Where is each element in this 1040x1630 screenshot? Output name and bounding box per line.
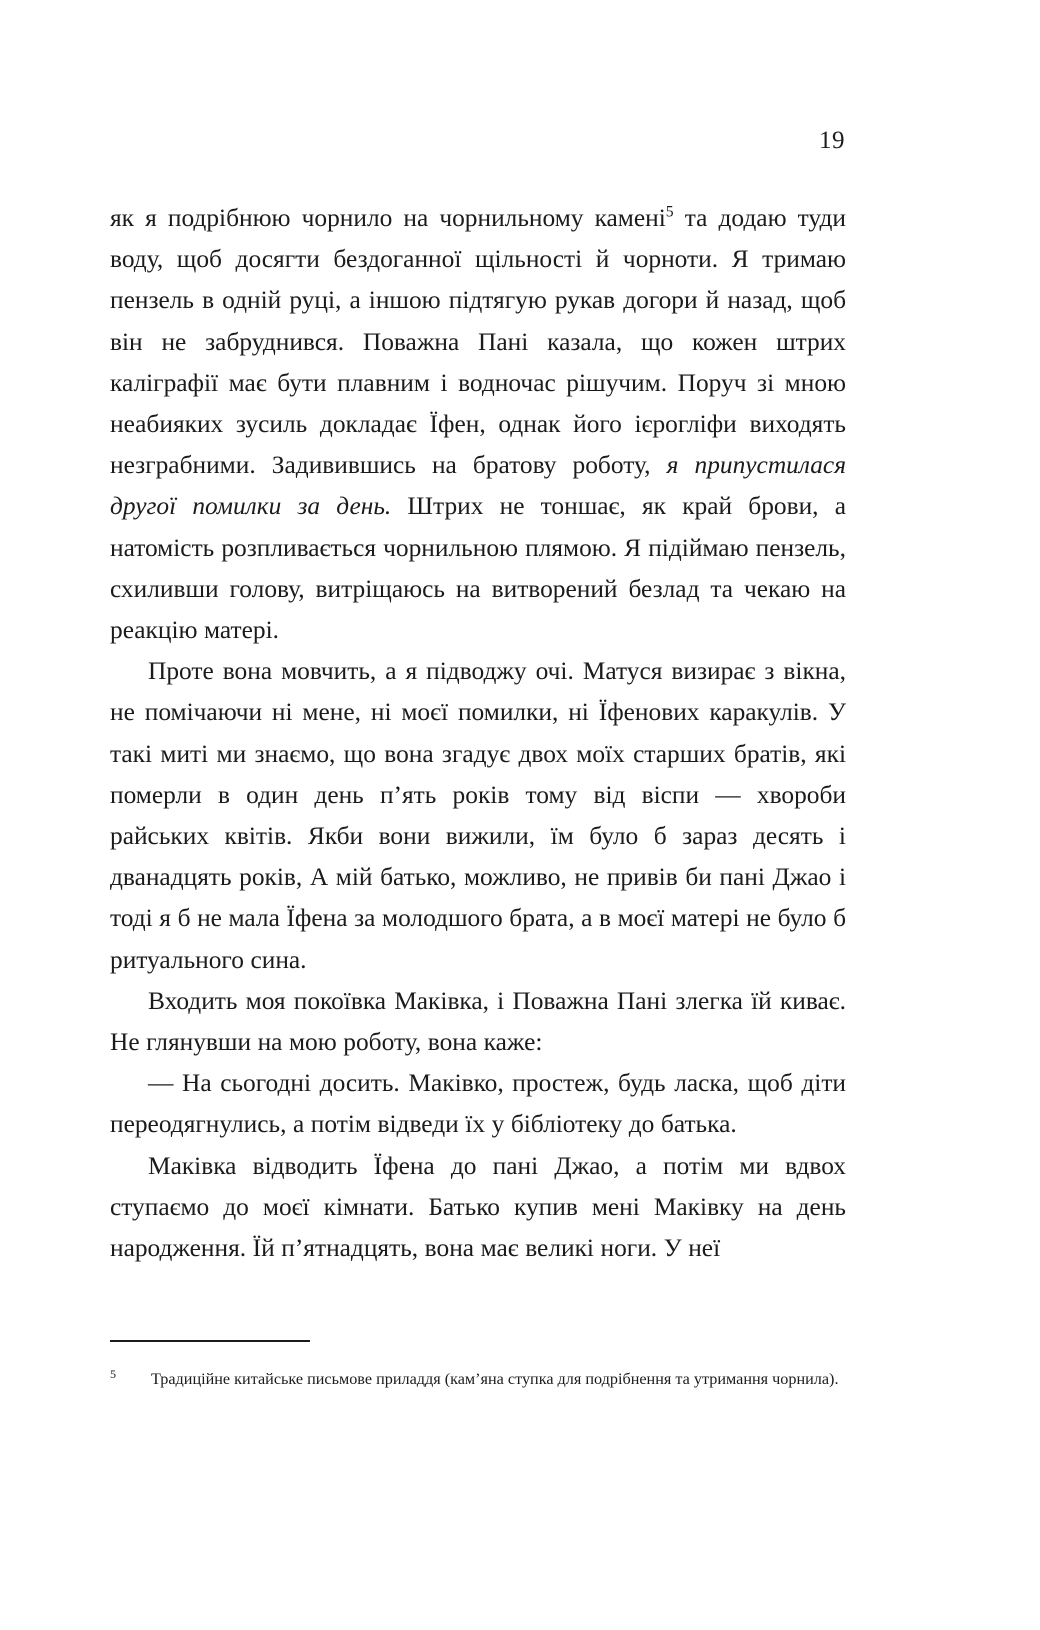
footnote-marker: 5	[110, 1367, 116, 1381]
paragraph-run: як я подрібнюю чорнило на чорнильному камені	[110, 204, 666, 232]
footnote-reference-icon[interactable]: 5	[665, 203, 674, 221]
paragraph	[110, 651, 846, 981]
page-number: 19	[819, 127, 845, 154]
paragraph-run: — На сьогодні досить. Маківко, простеж, будь ласка, щоб діти переодягнулись, а потім відведи їх у бібліотеку до батька.	[110, 1069, 846, 1139]
paragraph-run: Маківка відводить Їфена до пані Джао, а потім ми вдвох ступаємо до моєї кімнати. Батько купив мені Маківку на день народження. Їй п’ятнадцять, вона має великі ноги. У неї	[110, 1151, 846, 1263]
footnote-text: Традиційне китайське письмове приладдя (кам’яна ступка для подрібнення та утримання чорнила).	[151, 1370, 839, 1388]
footnote-item	[110, 1364, 846, 1394]
paragraph	[110, 198, 846, 651]
paragraph-run: Входить моя покоївка Маківка, і Поважна Пані злегка їй киває. Не глянувши на мою роботу, вона каже:	[110, 986, 846, 1057]
paragraph-run-italic: я припустилася другої помилки за день.	[110, 451, 846, 521]
paragraph	[110, 1146, 846, 1270]
footnote-area	[110, 1340, 846, 1394]
footnote-separator-rule	[110, 1340, 310, 1342]
paragraph	[110, 981, 846, 1063]
paragraph	[110, 1063, 846, 1145]
paragraph-run: та додаю туди воду, щоб досягти бездоганної щільності й чорноти. Я тримаю пензель в одній руці, а іншою підтягую рукав догори й назад, щоб він не забруднився. Поважна Пані казала, що кожен штрих каліграфії має бути плавним і водночас рішучим. Поруч зі мною неабияких зусиль докладає Їфен, однак його ієрогліфи виходять незграбними. Задивившись на братову роботу,	[110, 204, 846, 480]
body-text-block	[110, 198, 846, 1269]
paragraph-run: Штрих не тоншає, як край брови, а натомість розпливається чорнильною плямою. Я підіймаю пензель, схиливши голову, витріщаюсь на витворений безлад та чекаю на реакцію матері.	[110, 492, 846, 645]
paragraph-run: Проте вона мовчить, а я підводжу очі. Матуся визирає з вікна, не помічаючи ні мене, ні моєї помилки, ні Їфенових каракулів. У такі миті ми знаємо, що вона згадує двох моїх старших братів, які померли в один день п’ять років тому від віспи — хвороби райських квітів. Якби вони вижили, їм було б зараз десять і дванадцять років, А мій батько, можливо, не привів би пані Джао і тоді я б не мала Їфена за молодшого брата, а в моєї матері не було б ритуального сина.	[110, 657, 846, 974]
